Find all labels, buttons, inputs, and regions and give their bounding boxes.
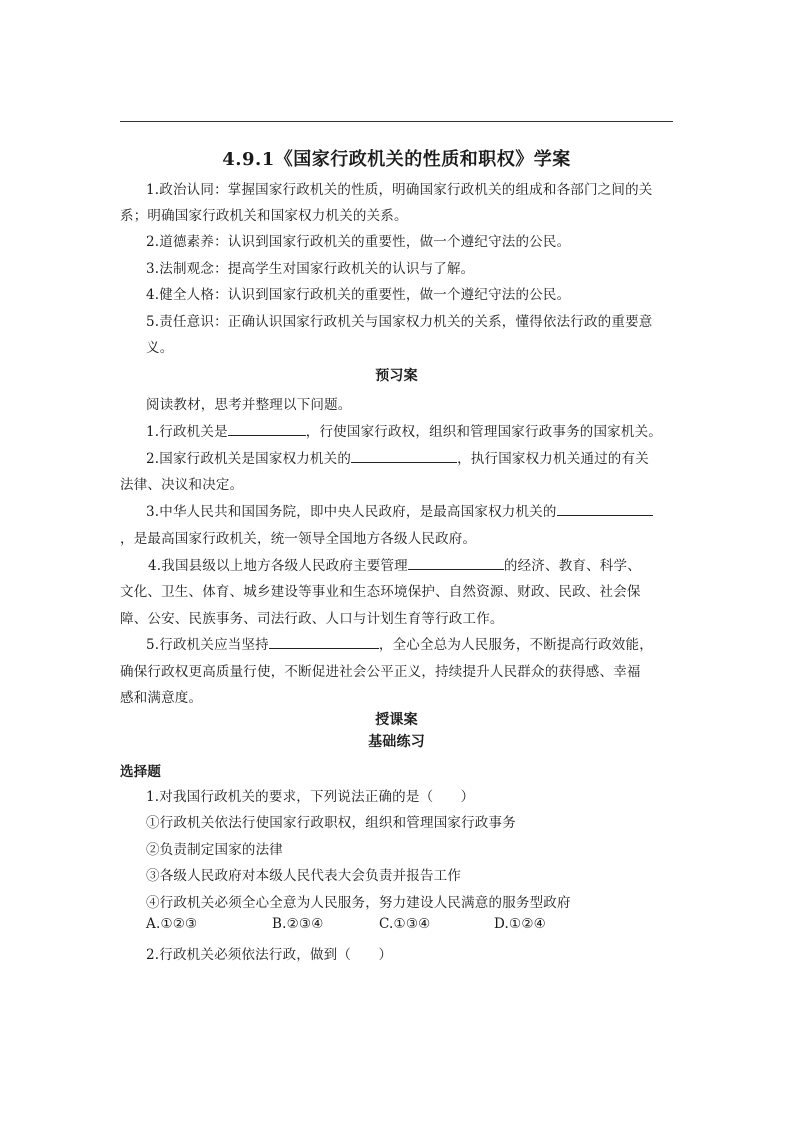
q3-text-a: 3.中华人民共和国国务院，即中央人民政府，是最高国家权力机关的 <box>146 504 557 520</box>
preview-q5-cont2: 感和满意度。 <box>120 690 203 706</box>
fill-blank[interactable] <box>408 556 504 570</box>
fill-blank[interactable] <box>351 449 457 463</box>
page-title: 4.9.1《国家行政机关的性质和职权》学案 <box>222 149 571 170</box>
objective-4: 4.健全人格：认识到国家行政机关的重要性，做一个遵纪守法的公民。 <box>146 287 571 303</box>
q5-text-b: ，全心全总为人民服务，不断提高行政效能， <box>378 637 653 653</box>
preview-q4-cont2: 障、公安、民族事务、司法行政、人口与计划生育等行政工作。 <box>120 611 504 627</box>
question-1-item-4: ④行政机关必须全心全意为人民服务，努力建设人民满意的服务型政府 <box>146 895 571 911</box>
preview-q5 <box>146 633 653 653</box>
q1-text-b: ，行使国家行政权，组织和管理国家行政事务的国家机关。 <box>305 424 662 440</box>
objective-2: 2.道德素养：认识到国家行政机关的重要性，做一个遵纪守法的公民。 <box>146 234 571 250</box>
objective-3: 3.法制观念：提高学生对国家行政机关的认识与了解。 <box>146 261 475 277</box>
preview-q4-cont1: 文化、卫生、体育、城乡建设等事业和生态环境保护、自然资源、财政、民政、社会保 <box>120 584 641 600</box>
objective-1: 1.政治认同：掌握国家行政机关的性质，明确国家行政机关的组成和各部门之间的关 <box>146 182 653 198</box>
option-b[interactable]: B.②③④ <box>272 916 324 932</box>
preview-q3 <box>146 500 653 520</box>
section-multiple-choice: 选择题 <box>120 764 162 780</box>
question-1-item-1: ①行政机关依法行使国家行政职权，组织和管理国家行政事务 <box>146 815 516 831</box>
q2-text-a: 2.国家行政机关是国家权力机关的 <box>146 451 352 467</box>
objective-5-cont: 义。 <box>146 340 174 356</box>
preview-q5-cont1: 确保行政权更高质量行使，不断促进社会公平正义，持续提升人民群众的获得感、幸福 <box>120 664 641 680</box>
preview-q2-cont: 法律、决议和决定。 <box>120 477 244 493</box>
q4-text-a: 4.我国县级以上地方各级人民政府主要管理 <box>148 558 408 574</box>
preview-q1 <box>146 420 662 440</box>
option-c[interactable]: C.①③④ <box>379 916 431 932</box>
header-rule <box>120 121 673 122</box>
question-1-item-3: ③各级人民政府对本级人民代表大会负责并报告工作 <box>146 868 462 884</box>
question-1-item-2: ②负责制定国家的法律 <box>146 842 283 858</box>
objective-1-cont: 系；明确国家行政机关和国家权力机关的关系。 <box>120 208 408 224</box>
question-1-stem: 1.对我国行政机关的要求，下列说法正确的是（ ） <box>146 789 475 805</box>
preview-q4 <box>148 554 641 574</box>
fill-blank[interactable] <box>228 422 306 436</box>
option-a[interactable]: A.①②③ <box>146 916 198 932</box>
preview-q2 <box>146 447 649 467</box>
lesson-heading: 授课案 <box>375 712 418 728</box>
q2-text-b: ，执行国家权力机关通过的有关 <box>457 451 649 467</box>
q4-text-b: 的经济、教育、科学、 <box>503 558 641 574</box>
fill-blank[interactable] <box>269 635 379 649</box>
objective-5: 5.责任意识：正确认识国家行政机关与国家权力机关的关系，懂得依法行政的重要意 <box>146 314 653 330</box>
question-2-stem: 2.行政机关必须依法行政，做到（ ） <box>146 947 393 963</box>
preview-heading: 预习案 <box>375 368 418 384</box>
preview-q3-cont: ，是最高国家行政机关，统一领导全国地方各级人民政府。 <box>120 531 477 547</box>
fill-blank[interactable] <box>557 502 653 516</box>
preview-intro: 阅读教材，思考并整理以下问题。 <box>146 397 352 413</box>
q1-text-a: 1.行政机关是 <box>146 424 228 440</box>
q5-text-a: 5.行政机关应当坚持 <box>146 637 269 653</box>
option-d[interactable]: D.①②④ <box>494 916 546 932</box>
lesson-subheading: 基础练习 <box>368 734 425 750</box>
